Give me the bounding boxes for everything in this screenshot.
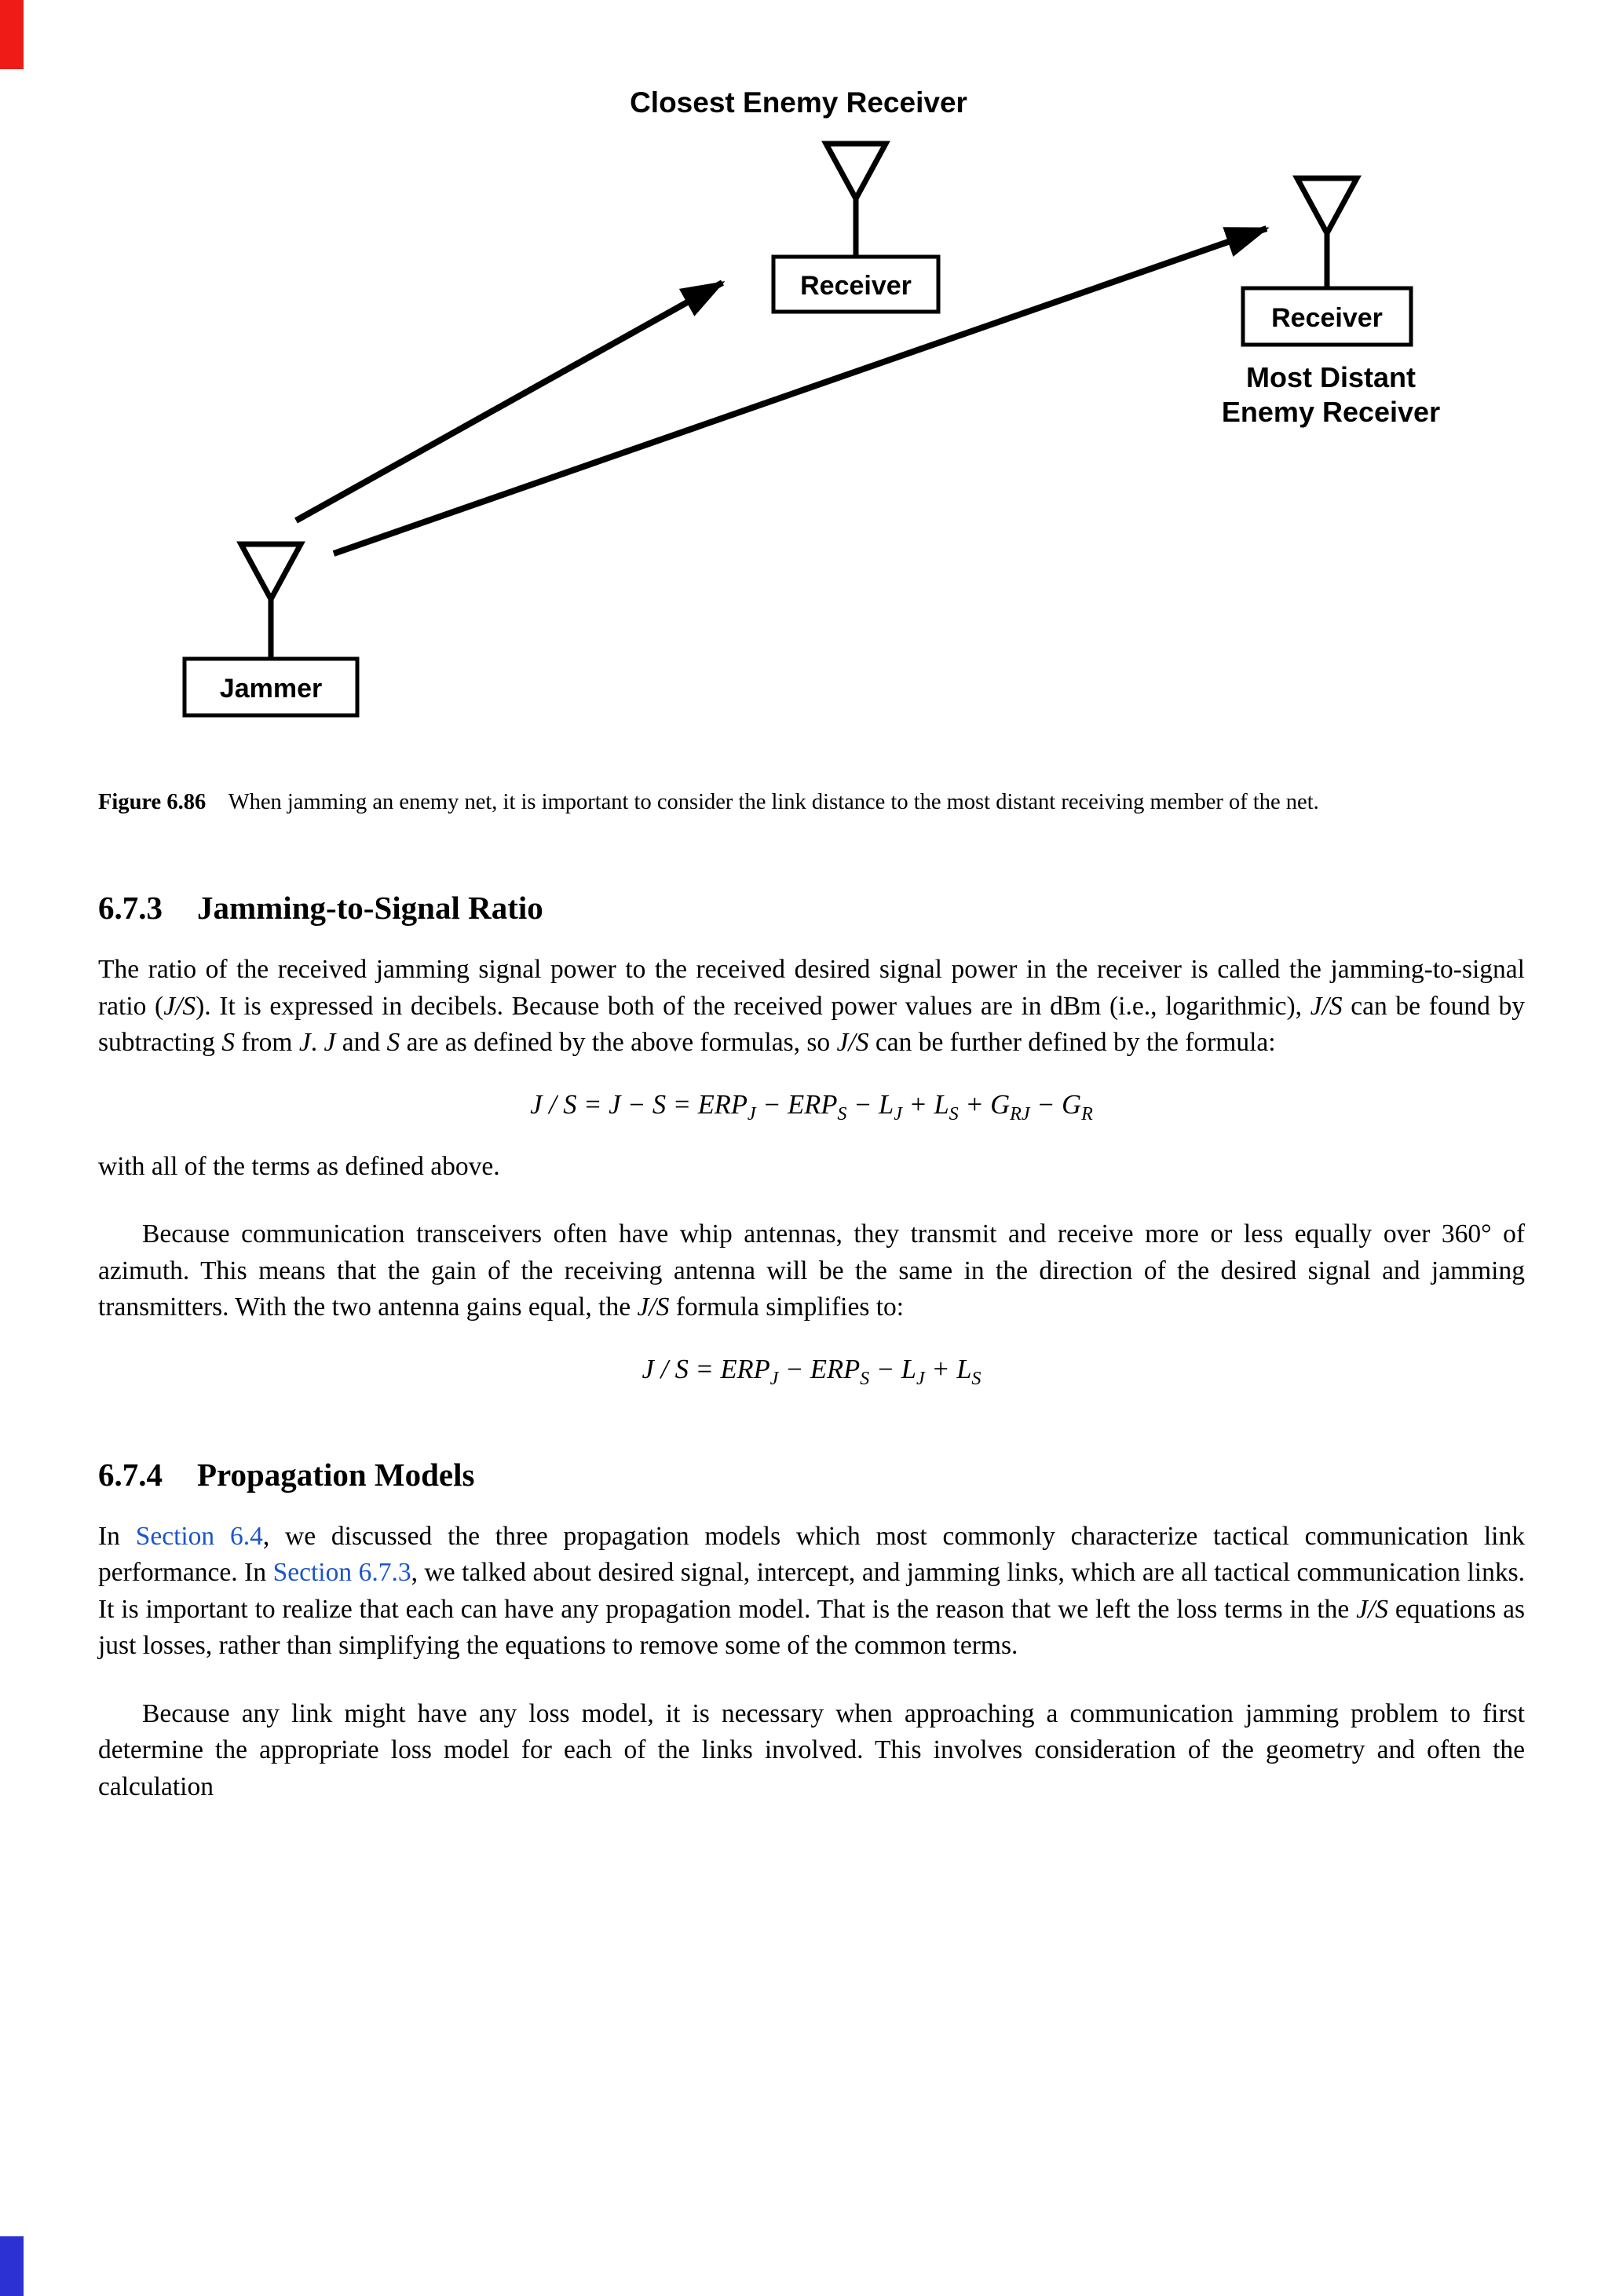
closest-enemy-receiver-label: Closest Enemy Receiver bbox=[630, 86, 967, 119]
text-run: S bbox=[837, 1102, 847, 1124]
receiver1-antenna-icon bbox=[826, 144, 886, 257]
text-run: Because any link might have any loss model, it is necessary when approaching a communication jamming problem to first determine the appropriate loss model for each of the links involved. This involves consideration of the geometry and often the calculation bbox=[98, 1698, 1525, 1801]
text-run: − L bbox=[846, 1089, 894, 1120]
text-run: J bbox=[894, 1102, 902, 1124]
paragraph-673-1 bbox=[98, 952, 1525, 1062]
text-run: − ERP bbox=[755, 1089, 838, 1120]
section-link[interactable]: Section 6.7.3 bbox=[272, 1558, 411, 1587]
receiver1-box bbox=[773, 257, 938, 312]
text-run: J/S bbox=[637, 1292, 670, 1322]
jammer-box bbox=[185, 659, 357, 715]
text-run: + L bbox=[901, 1089, 949, 1120]
jamming-link-arrow-closest bbox=[296, 283, 722, 521]
paragraph-674-2 bbox=[98, 1696, 1525, 1806]
text-run: J bbox=[747, 1102, 756, 1124]
text-run: formula simplifies to: bbox=[669, 1292, 905, 1322]
text-run: R bbox=[1081, 1102, 1093, 1124]
text-run: Because communication transceivers often have whip antennas, they transmit and receive more or less equally over 360° of azimuth. This means that the gain of the receiving antenna will be the same in the direction of the desired signal and jamming transmitters. With the two antenna gains equal, the bbox=[98, 1219, 1525, 1322]
text-run: from bbox=[234, 1028, 299, 1057]
text-run: J/S bbox=[836, 1028, 869, 1057]
jammer-antenna-icon bbox=[241, 544, 301, 659]
text-run: are as defined by the above formulas, so bbox=[400, 1028, 837, 1057]
text-run: S bbox=[860, 1367, 870, 1389]
text-run: − G bbox=[1029, 1089, 1082, 1120]
text-run: equations as just losses, rather than simplifying the equations to remove some of the common terms. bbox=[98, 1594, 1525, 1660]
text-run: can be further defined by the formula: bbox=[868, 1028, 1276, 1057]
text-run: . bbox=[310, 1028, 324, 1057]
text-run: S bbox=[386, 1028, 400, 1057]
text-run: ). It is expressed in decibels. Because both of the received power values are in dBm (i.e., logarithmic), bbox=[196, 991, 1310, 1021]
text-run: S bbox=[221, 1028, 235, 1057]
section-number: 6.7.4 bbox=[98, 1456, 163, 1493]
section-heading-6-7-3 bbox=[98, 889, 1525, 927]
text-run: J / S = J − S = ERP bbox=[530, 1089, 748, 1120]
text-run: J/S bbox=[1310, 991, 1343, 1021]
section-link[interactable]: Section 6.4 bbox=[135, 1521, 263, 1551]
text-run: J / S = ERP bbox=[642, 1354, 770, 1384]
text-run: J bbox=[324, 1028, 336, 1057]
text-run: , we talked about desired signal, intercept, and jamming links, which are all tactical communication links. It is important to realize that each can have any propagation model. That is the reason that we left the loss terms in the bbox=[98, 1558, 1525, 1624]
text-run: − L bbox=[869, 1354, 916, 1384]
text-run: Figure 6.86 bbox=[98, 790, 207, 814]
receiver2-antenna-icon bbox=[1297, 178, 1357, 288]
figure-caption bbox=[98, 787, 1525, 818]
section-number: 6.7.3 bbox=[98, 890, 163, 926]
text-run: J bbox=[298, 1028, 311, 1057]
text-run: can be found by subtracting bbox=[98, 991, 1526, 1057]
text-run: J/S bbox=[163, 991, 196, 1021]
section-title: Propagation Models bbox=[197, 1456, 475, 1493]
section-heading-6-7-4 bbox=[98, 1456, 1525, 1493]
text-run: − ERP bbox=[778, 1354, 861, 1384]
most-distant-label-line1: Most Distant bbox=[1246, 361, 1416, 393]
text-run: The ratio of the received jamming signal power to the received desired signal power in the receiver is called the jamming-to-signal ratio ( bbox=[98, 955, 1525, 1021]
receiver2-label: Receiver bbox=[1271, 303, 1383, 333]
paragraph-673-2 bbox=[98, 1216, 1525, 1326]
text-run: In bbox=[98, 1521, 136, 1551]
section-title: Jamming-to-Signal Ratio bbox=[197, 890, 543, 926]
text-run: and bbox=[335, 1028, 387, 1057]
paragraph-673-after-formula bbox=[98, 1149, 1525, 1186]
text-run: + G bbox=[958, 1089, 1011, 1120]
paragraph-674-1 bbox=[98, 1519, 1525, 1665]
page-edge-marker-blue bbox=[0, 2236, 24, 2296]
formula-js-full bbox=[98, 1089, 1525, 1124]
most-distant-label-line2: Enemy Receiver bbox=[1221, 396, 1441, 428]
text-run: When jamming an enemy net, it is important to consider the link distance to the most distant receiving member of the net. bbox=[206, 790, 1319, 814]
text-run: with all of the terms as defined above. bbox=[98, 1151, 500, 1181]
text-run: S bbox=[971, 1367, 981, 1389]
formula-js-simplified bbox=[98, 1354, 1525, 1389]
page-content bbox=[0, 75, 1623, 1805]
receiver1-label: Receiver bbox=[800, 271, 912, 301]
text-run: RJ bbox=[1010, 1102, 1030, 1124]
text-run: J bbox=[769, 1367, 779, 1389]
text-run: J bbox=[916, 1367, 925, 1389]
text-run: + L bbox=[924, 1354, 972, 1384]
page-edge-marker-red bbox=[0, 0, 24, 69]
jammer-label: Jammer bbox=[219, 674, 323, 704]
text-run: S bbox=[949, 1102, 959, 1124]
receiver2-box bbox=[1243, 288, 1411, 345]
figure-6-86-diagram bbox=[98, 75, 1525, 746]
text-run: J/S bbox=[1356, 1594, 1389, 1624]
text-run: , we discussed the three propagation models which most commonly characterize tactical communication link performance. In bbox=[98, 1521, 1525, 1587]
jamming-net-diagram bbox=[98, 75, 1525, 746]
